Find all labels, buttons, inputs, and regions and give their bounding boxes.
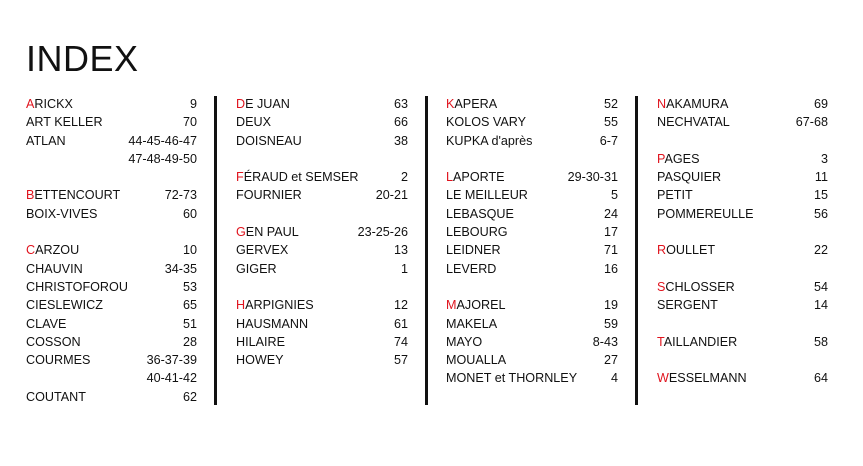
page-numbers: 36-37-39	[146, 353, 197, 368]
section-initial: H	[236, 298, 246, 313]
artist-name	[26, 315, 66, 333]
artist-name-text: CHLOSSER	[665, 279, 735, 294]
artist-name-text: MONET et THORNLEY	[446, 371, 578, 386]
page-numbers: 20-21	[375, 188, 408, 203]
section-initial: K	[446, 97, 455, 111]
index-entry	[26, 241, 197, 259]
artist-name	[236, 95, 290, 113]
artist-name-text: HILAIRE	[236, 334, 285, 349]
artist-name	[657, 186, 693, 204]
artist-name	[26, 333, 81, 351]
artist-name-text: ETTENCOURT	[34, 188, 121, 203]
page-numbers: 22	[813, 243, 828, 258]
section-initial: D	[236, 97, 246, 111]
artist-name	[26, 278, 128, 296]
artist-name-text: LE MEILLEUR	[446, 188, 528, 203]
artist-name	[446, 186, 528, 204]
page-numbers: 52	[603, 97, 618, 111]
index-entry	[236, 95, 408, 113]
artist-name-text: MAYO	[446, 334, 483, 349]
page-numbers: 67-68	[795, 115, 828, 130]
page-numbers: 65	[182, 298, 197, 313]
artist-name	[236, 168, 358, 186]
artist-name-text: LEIDNER	[446, 243, 501, 258]
index-entry	[26, 351, 197, 369]
page-numbers: 6-7	[599, 133, 618, 148]
page-numbers: 72-73	[164, 188, 197, 203]
page-numbers: 64	[813, 371, 828, 386]
index-spacer	[657, 132, 828, 150]
index-spacer	[26, 223, 197, 241]
artist-name	[26, 241, 79, 259]
index-entry	[657, 241, 828, 259]
section-initial: P	[657, 151, 665, 166]
artist-name-text: E JUAN	[245, 97, 290, 111]
artist-name-text: HAUSMANN	[236, 316, 309, 331]
index-entry	[446, 296, 618, 314]
section-initial: M	[446, 298, 457, 313]
page-numbers: 2	[400, 170, 408, 185]
artist-name	[236, 241, 288, 259]
index-entry	[446, 351, 618, 369]
artist-name	[446, 315, 497, 333]
column-divider	[425, 96, 428, 405]
index-column-1	[26, 95, 197, 406]
artist-name-text: EN PAUL	[245, 225, 299, 240]
page-numbers: 19	[603, 298, 618, 313]
column-divider	[214, 96, 217, 405]
artist-name-text: CIESLEWICZ	[26, 298, 103, 313]
index-entry	[236, 351, 408, 369]
artist-name-text: AJOREL	[456, 298, 506, 313]
index-entry	[236, 168, 408, 186]
index-spacer	[657, 351, 828, 369]
index-entry	[236, 296, 408, 314]
artist-name-text: HOWEY	[236, 353, 284, 368]
artist-name	[446, 296, 506, 314]
index-spacer	[657, 223, 828, 241]
artist-name-text: APORTE	[453, 170, 505, 185]
page-numbers: 27	[603, 353, 618, 368]
artist-name-text: FOURNIER	[236, 188, 302, 203]
artist-name-text: APERA	[454, 97, 498, 111]
artist-name	[657, 150, 699, 168]
page-numbers: 57	[393, 353, 408, 368]
page-numbers: 5	[610, 188, 618, 203]
page-numbers: 58	[813, 334, 828, 349]
page-numbers: 66	[393, 115, 408, 130]
page-numbers: 62	[182, 389, 197, 404]
page-numbers: 34-35	[164, 261, 197, 276]
page-numbers: 3	[820, 151, 828, 166]
artist-name	[657, 369, 747, 387]
artist-name	[236, 260, 277, 278]
artist-name-text: GIGER	[236, 261, 277, 276]
index-entry	[236, 260, 408, 278]
page-numbers: 15	[813, 188, 828, 203]
index-entry	[26, 113, 197, 131]
artist-name	[26, 260, 83, 278]
column-divider	[635, 96, 638, 405]
artist-name	[236, 223, 299, 241]
artist-name-text: MAKELA	[446, 316, 498, 331]
page-numbers: 13	[393, 243, 408, 258]
artist-name	[446, 132, 532, 150]
artist-name-text: PETIT	[657, 188, 693, 203]
artist-name	[657, 296, 718, 314]
artist-name-text: ESSELMANN	[668, 371, 747, 386]
page-numbers: 54	[813, 279, 828, 294]
index-entry	[26, 369, 197, 387]
index-entry	[446, 132, 618, 150]
artist-name	[26, 186, 120, 204]
section-initial: F	[236, 170, 244, 185]
index-entry	[657, 278, 828, 296]
index-spacer	[446, 150, 618, 168]
index-entry	[26, 186, 197, 204]
index-entry	[236, 333, 408, 351]
index-entry	[236, 315, 408, 333]
artist-name	[446, 351, 506, 369]
artist-name	[236, 113, 271, 131]
page-numbers: 4	[610, 371, 618, 386]
index-entry	[657, 296, 828, 314]
page-numbers: 60	[182, 206, 197, 221]
artist-name	[657, 205, 754, 223]
index-entry	[657, 168, 828, 186]
artist-name	[446, 333, 482, 351]
artist-name	[657, 168, 721, 186]
index-entry	[236, 223, 408, 241]
artist-name-text: GERVEX	[236, 243, 289, 258]
page-numbers: 71	[603, 243, 618, 258]
index-entry	[657, 333, 828, 351]
page-numbers: 61	[393, 316, 408, 331]
index-entry	[446, 186, 618, 204]
artist-name	[26, 296, 103, 314]
page-numbers: 14	[813, 298, 828, 313]
index-entry	[26, 333, 197, 351]
artist-name	[236, 296, 314, 314]
artist-name	[446, 260, 496, 278]
page-numbers: 8-43	[592, 334, 618, 349]
index-entry	[446, 369, 618, 387]
artist-name-text: PASQUIER	[657, 170, 722, 185]
index-entry	[236, 113, 408, 131]
section-initial: G	[236, 225, 246, 240]
index-entry	[446, 113, 618, 131]
page-numbers: 24	[603, 206, 618, 221]
artist-name-text: KOLOS VARY	[446, 115, 527, 130]
index-entry	[446, 260, 618, 278]
section-initial: C	[26, 243, 36, 258]
artist-name	[446, 168, 505, 186]
page-numbers: 10	[182, 243, 197, 258]
section-initial: B	[26, 188, 35, 203]
artist-name-text: ATLAN	[26, 133, 66, 148]
index-entry	[236, 241, 408, 259]
index-entry	[657, 113, 828, 131]
page-numbers: 47-48-49-50	[128, 151, 197, 166]
page-numbers: 23-25-26	[357, 225, 408, 240]
artist-name-text: LEBOURG	[446, 225, 508, 240]
artist-name-text: NECHVATAL	[657, 115, 730, 130]
index-entry	[657, 150, 828, 168]
index-entry	[26, 260, 197, 278]
artist-name-text: CHAUVIN	[26, 261, 83, 276]
index-entry	[657, 369, 828, 387]
page-numbers: 40-41-42	[146, 371, 197, 386]
artist-name	[26, 388, 86, 406]
index-spacer	[657, 260, 828, 278]
page-numbers: 16	[603, 261, 618, 276]
artist-name-text: LEVERD	[446, 261, 497, 276]
page-numbers: 51	[182, 316, 197, 331]
artist-name	[446, 241, 501, 259]
index-entry	[26, 296, 197, 314]
artist-name-text: POMMEREULLE	[657, 206, 754, 221]
artist-name	[657, 95, 728, 113]
index-entry	[446, 168, 618, 186]
index-entry	[236, 186, 408, 204]
index-spacer	[446, 278, 618, 296]
artist-name-text: ART KELLER	[26, 115, 103, 130]
artist-name-text: COURMES	[26, 353, 91, 368]
artist-name-text: LEBASQUE	[446, 206, 514, 221]
index-entry	[446, 241, 618, 259]
artist-name	[236, 132, 302, 150]
artist-name	[26, 113, 103, 131]
index-spacer	[236, 205, 408, 223]
artist-name	[236, 186, 302, 204]
artist-name-text: CLAVE	[26, 316, 67, 331]
page-numbers: 12	[393, 298, 408, 313]
index-entry	[446, 315, 618, 333]
index-column-4	[657, 95, 828, 388]
artist-name-text: OULLET	[666, 243, 716, 258]
artist-name-text: COUTANT	[26, 389, 86, 404]
page-title: INDEX	[26, 38, 139, 80]
page-numbers: 59	[603, 316, 618, 331]
artist-name	[657, 113, 730, 131]
artist-name-text: ARPIGNIES	[245, 298, 314, 313]
index-entry	[446, 205, 618, 223]
page-numbers: 1	[400, 261, 408, 276]
artist-name	[26, 205, 97, 223]
artist-name-text: SERGENT	[657, 298, 718, 313]
page-numbers: 53	[182, 279, 197, 294]
artist-name-text: AILLANDIER	[663, 334, 738, 349]
index-entry	[26, 278, 197, 296]
page-numbers: 9	[189, 97, 197, 111]
index-spacer	[236, 150, 408, 168]
artist-name	[26, 132, 66, 150]
section-initial: T	[657, 334, 664, 349]
artist-name	[657, 333, 737, 351]
page-numbers: 74	[393, 334, 408, 349]
artist-name	[446, 95, 497, 113]
artist-name	[26, 351, 90, 369]
page-numbers: 38	[393, 133, 408, 148]
index-spacer	[26, 168, 197, 186]
index-entry	[26, 315, 197, 333]
artist-name	[446, 223, 508, 241]
index-entry	[26, 132, 197, 150]
page-numbers: 55	[603, 115, 618, 130]
artist-name	[446, 205, 514, 223]
artist-name-text: AKAMURA	[666, 97, 729, 111]
page-numbers: 56	[813, 206, 828, 221]
index-entry	[26, 95, 197, 113]
artist-name	[26, 95, 73, 113]
section-initial: W	[657, 371, 669, 386]
page-numbers: 11	[814, 170, 828, 185]
index-entry	[236, 132, 408, 150]
index-entry	[446, 333, 618, 351]
page-numbers: 44-45-46-47	[128, 133, 197, 148]
index-entry	[657, 186, 828, 204]
index-column-2	[236, 95, 408, 369]
index-entry	[26, 388, 197, 406]
index-entry	[657, 95, 828, 113]
section-initial: A	[26, 97, 35, 111]
artist-name	[236, 333, 285, 351]
index-entry	[26, 150, 197, 168]
artist-name-text: DOISNEAU	[236, 133, 302, 148]
page-numbers: 29-30-31	[567, 170, 618, 185]
artist-name	[446, 113, 526, 131]
artist-name-text: RICKX	[34, 97, 73, 111]
section-initial: S	[657, 279, 666, 294]
artist-name	[657, 278, 735, 296]
section-initial: L	[446, 170, 454, 185]
page-numbers: 17	[603, 225, 618, 240]
section-initial: N	[657, 97, 667, 111]
index-column-3	[446, 95, 618, 388]
artist-name-text: KUPKA d'après	[446, 133, 533, 148]
artist-name	[236, 315, 308, 333]
artist-name-text: CHRISTOFOROU	[26, 279, 128, 294]
page-numbers: 28	[182, 334, 197, 349]
artist-name	[446, 369, 577, 387]
index-entry	[446, 95, 618, 113]
artist-name-text: ARZOU	[35, 243, 80, 258]
artist-name-text: MOUALLA	[446, 353, 507, 368]
page-numbers: 69	[813, 97, 828, 111]
index-entry	[26, 205, 197, 223]
section-initial: R	[657, 243, 667, 258]
index-entry	[446, 223, 618, 241]
artist-name-text: BOIX-VIVES	[26, 206, 98, 221]
page-numbers: 63	[393, 97, 408, 111]
artist-name	[657, 241, 715, 259]
page-numbers: 70	[182, 115, 197, 130]
artist-name-text: COSSON	[26, 334, 81, 349]
index-entry	[657, 205, 828, 223]
index-spacer	[236, 278, 408, 296]
artist-name-text: ÉRAUD et SEMSER	[243, 170, 359, 185]
index-spacer	[657, 315, 828, 333]
artist-name-text: DEUX	[236, 115, 271, 130]
artist-name	[236, 351, 284, 369]
artist-name-text: AGES	[664, 151, 700, 166]
